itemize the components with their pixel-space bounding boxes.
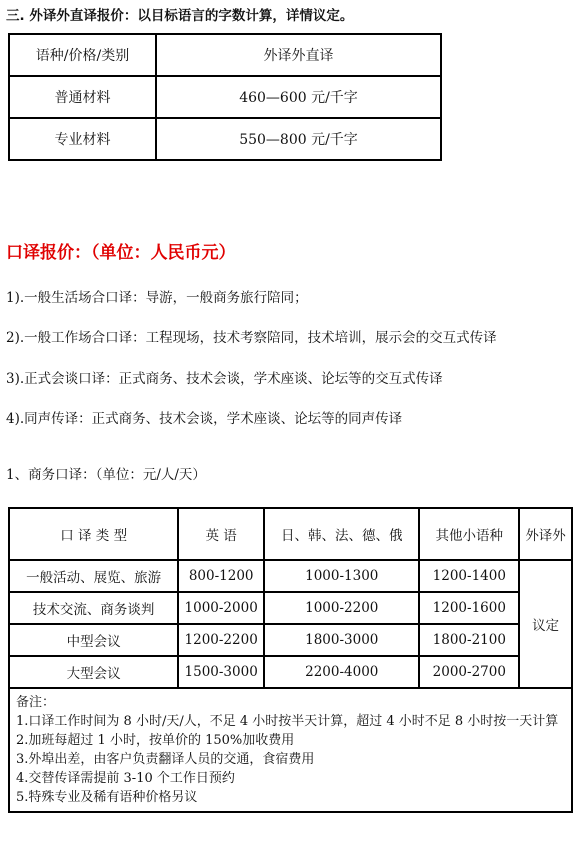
table-row: [9, 118, 441, 160]
notes-cell: [9, 688, 572, 812]
table-row: [9, 656, 572, 688]
table-row: [9, 624, 572, 656]
table-cell: 550—800 元/千字: [156, 118, 441, 160]
table-cell: 2200-4000: [264, 656, 419, 688]
table-cell: 1800-2100: [419, 624, 519, 656]
note-item: 2.加班每超过 1 小时，按单价的 150%加收费用: [16, 733, 295, 748]
list-item: 4).同声传译：正式商务、技术会谈，学术座谈、论坛等的同声传译: [6, 411, 403, 427]
table-cell: 1000-2200: [264, 592, 419, 624]
table-cell: 1800-3000: [264, 624, 419, 656]
table-row: [9, 560, 572, 592]
table-cell: 460—600 元/千字: [156, 76, 441, 118]
list-item: 3).正式会谈口译：正式商务、技术会谈，学术座谈、论坛等的交互式传译: [6, 371, 443, 387]
table-cell: 专业材料: [9, 118, 156, 160]
note-item: 1.口译工作时间为 8 小时/天/人，不足 4 小时按半天计算，超过 4 小时不足 8 小时按一天计算: [16, 714, 559, 729]
merged-cell: 议定: [519, 560, 572, 688]
interpretation-title: 口译报价：（单位：人民币元）: [6, 243, 236, 263]
table-cell: 大型会议: [9, 656, 178, 688]
table-cell: 1000-1300: [264, 560, 419, 592]
header-cell: 口 译 类 型: [9, 508, 178, 560]
table-cell: 普通材料: [9, 76, 156, 118]
list-item: 1).一般生活场合口译：导游，一般商务旅行陪同；: [6, 290, 308, 306]
header-cell: 语种/价格/类别: [9, 34, 156, 76]
header-cell: 其他小语种: [419, 508, 519, 560]
business-interpretation-label: 1、商务口译：（单位：元/人/天）: [6, 467, 206, 483]
table-row: [9, 592, 572, 624]
table-row: [9, 76, 441, 118]
header-cell: 外译外直译: [156, 34, 441, 76]
interpretation-price-table: [8, 507, 573, 813]
table-cell: 1200-1400: [419, 560, 519, 592]
table-header-row: [9, 34, 441, 76]
header-cell: 日、韩、法、德、俄: [264, 508, 419, 560]
translation-price-table: [8, 33, 442, 161]
list-item: 2).一般工作场合口译：工程现场，技术考察陪同，技术培训，展示会的交互式传译: [6, 330, 497, 346]
table-cell: 1000-2000: [178, 592, 264, 624]
table-cell: 一般活动、展览、旅游: [9, 560, 178, 592]
note-item: 3.外埠出差，由客户负责翻译人员的交通，食宿费用: [16, 752, 315, 767]
table-cell: 技术交流、商务谈判: [9, 592, 178, 624]
note-item: 5.特殊专业及稀有语种价格另议: [16, 790, 198, 805]
table-cell: 1500-3000: [178, 656, 264, 688]
table-cell: 800-1200: [178, 560, 264, 592]
table-cell: 2000-2700: [419, 656, 519, 688]
note-heading: 备注：: [16, 695, 56, 710]
table-cell: 1200-2200: [178, 624, 264, 656]
header-cell: 英 语: [178, 508, 264, 560]
table-cell: 1200-1600: [419, 592, 519, 624]
notes-row: [9, 688, 572, 812]
table-cell: 中型会议: [9, 624, 178, 656]
table-header-row: [9, 508, 572, 560]
header-cell: 外译外: [519, 508, 572, 560]
section-title: 三. 外译外直译报价：以目标语言的字数计算，详情议定。: [6, 8, 354, 24]
note-item: 4.交替传译需提前 3-10 个工作日预约: [16, 771, 235, 786]
